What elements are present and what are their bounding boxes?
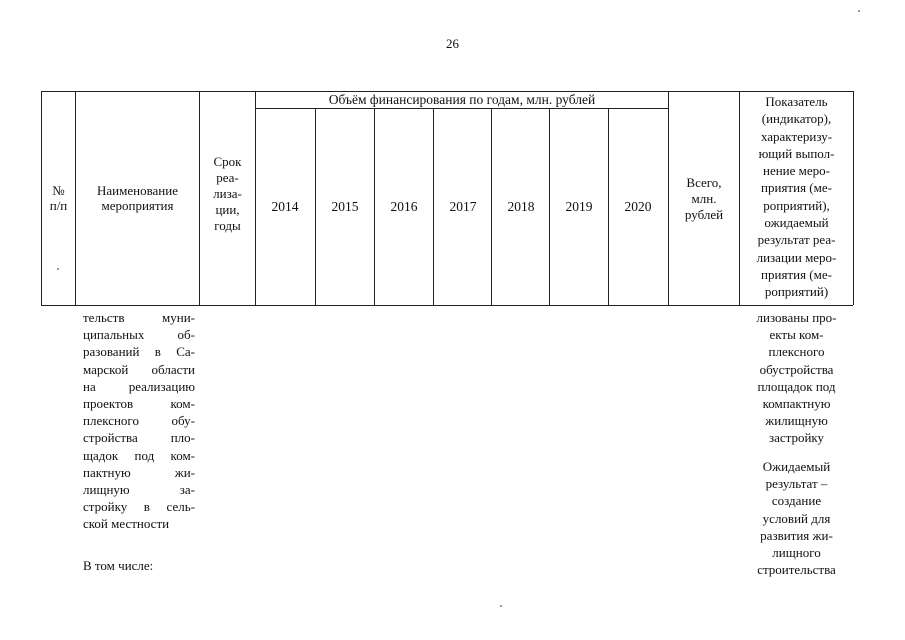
col-border [853, 91, 854, 305]
header-term: Срок реа- лиза- ции, годы [213, 154, 242, 233]
header-year-2015: 2015 [331, 199, 359, 214]
header-year-2014: 2014 [271, 199, 299, 214]
page-number: 26 [446, 36, 459, 51]
body-indicator-result: Ожидаемый результат – создание условий для развития жи- лищного строительства [757, 459, 836, 578]
header-financing: Объём финансирования по годам, млн. рублей [328, 92, 596, 107]
header-indicator: Показатель (индикатор), характеризу- ющий выпол- нение меро- приятия (ме- роприятий), ожидаемый результат реа- лизации меро- приятия (ме- роприятий) [756, 94, 837, 300]
body-name-sub: В том числе: [83, 558, 154, 573]
header-year-2017: 2017 [449, 199, 477, 214]
header-num: № п/п [49, 183, 68, 213]
header-year-2020: 2020 [624, 199, 652, 214]
scan-speck [500, 605, 502, 607]
body-indicator-text: лизованы про- екты ком- плексного обустройства площадок под компактную жилищную застройку [756, 310, 837, 446]
scan-speck [858, 10, 860, 12]
header-year-2016: 2016 [390, 199, 418, 214]
financing-subheader-border [255, 108, 668, 109]
body-name-text: тельств муни- ципальных об- разований в Са- марской области на реализацию проектов ком- плексного обу- стройства пло- щадок под ком- пактную жи- лищную за- стройку в сель- ской местности [83, 310, 195, 532]
header-total: Всего, млн. рублей [684, 175, 724, 222]
header-year-2019: 2019 [565, 199, 593, 214]
header-year-2018: 2018 [507, 199, 535, 214]
col-border [255, 91, 256, 305]
header-bottom-border [41, 305, 853, 306]
header-name: Наименование мероприятия [97, 183, 178, 213]
scan-speck [57, 268, 59, 270]
